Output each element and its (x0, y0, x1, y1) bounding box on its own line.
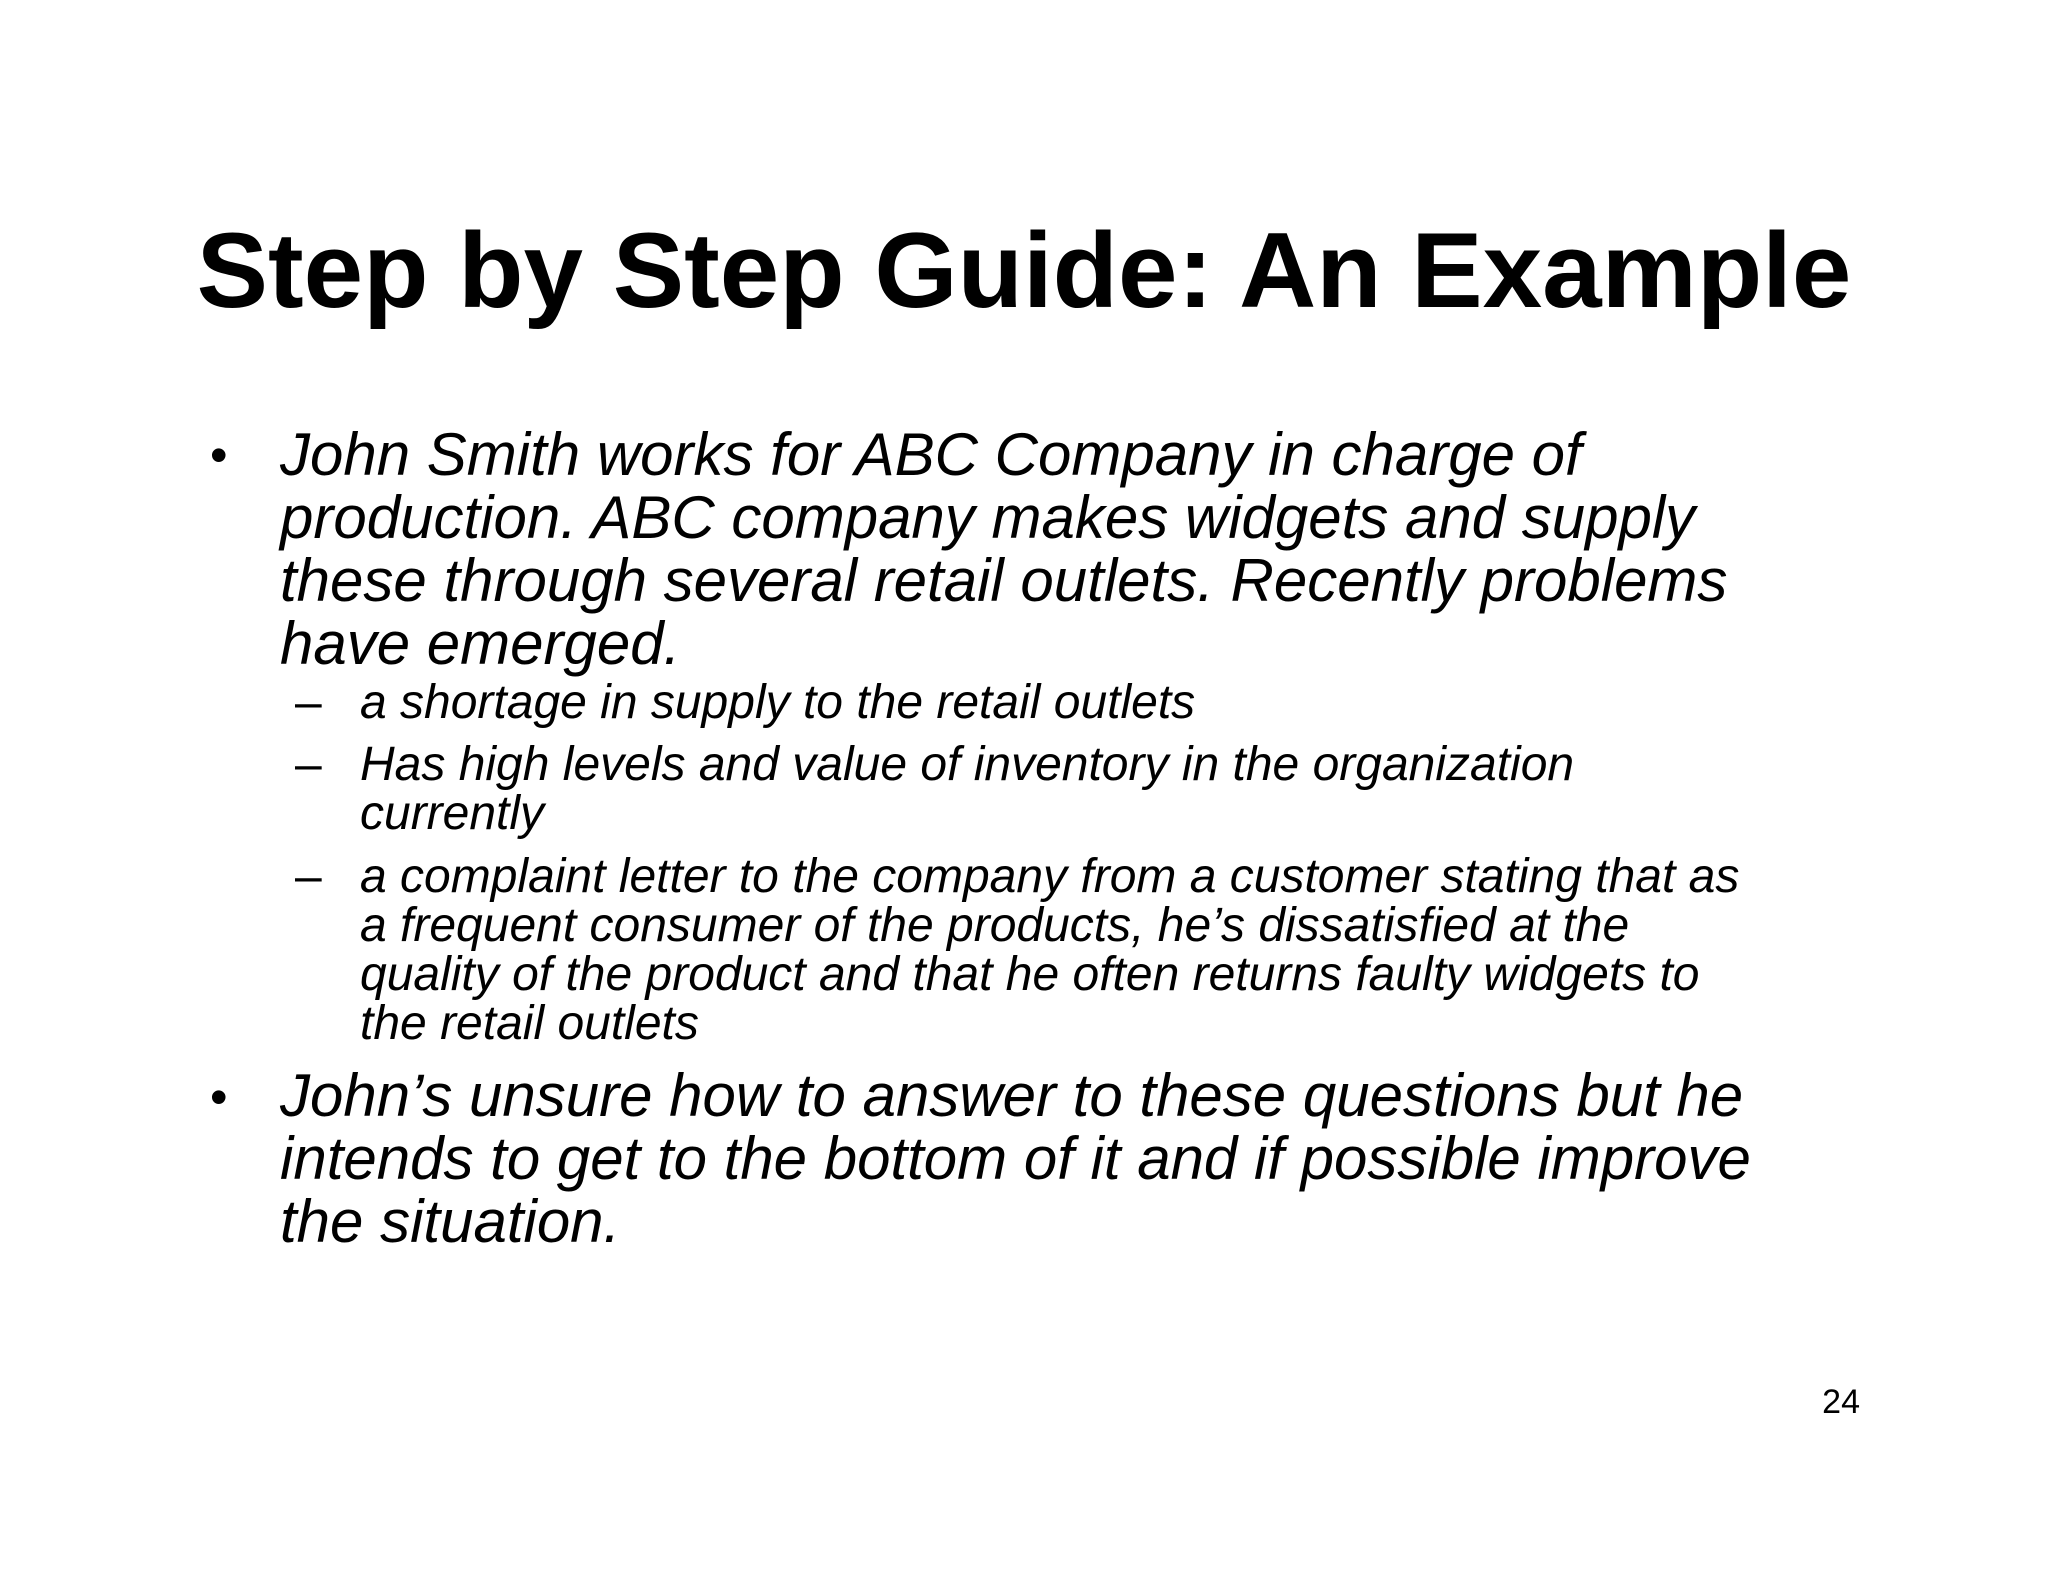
sub-bullet-line: a complaint letter to the company from a customer stating that as (360, 850, 1740, 903)
sub-bullet-line: a frequent consumer of the products, he’s dissatisfied at the (360, 899, 1630, 952)
bullet-text (280, 423, 1727, 675)
slide-title: Step by Step Guide: An Example (196, 210, 1852, 330)
page-number: 24 (1822, 1383, 1860, 1421)
sub-bullet-marker: – (295, 676, 322, 729)
sub-bullet-marker: – (295, 850, 322, 903)
bullet-line: have emerged. (280, 610, 681, 677)
bullet-marker: • (210, 1069, 228, 1125)
bullet-line: production. ABC company makes widgets and supply (280, 484, 1696, 551)
bullet-marker: • (210, 427, 228, 483)
bullet-text (280, 1064, 1751, 1253)
sub-bullet-line: currently (360, 787, 545, 840)
sub-bullet-text (360, 852, 1739, 1048)
sub-bullet-line: the retail outlets (360, 997, 699, 1050)
sub-bullet-line: quality of the product and that he often returns faulty widgets to (360, 948, 1700, 1001)
sub-bullet-marker: – (295, 738, 322, 791)
bullet-line: John Smith works for ABC Company in charge of (280, 421, 1582, 488)
bullet-line: John’s unsure how to answer to these questions but he (280, 1062, 1744, 1129)
bullet-line: the situation. (280, 1188, 621, 1255)
sub-bullet-text (360, 678, 1195, 727)
sub-bullet-text (360, 740, 1574, 838)
bullet-line: these through several retail outlets. Recently problems (280, 547, 1728, 614)
bullet-line: intends to get to the bottom of it and if possible improve (280, 1125, 1751, 1192)
sub-bullet-line: a shortage in supply to the retail outlets (360, 676, 1196, 729)
sub-bullet-line: Has high levels and value of inventory in the organization (360, 738, 1575, 791)
